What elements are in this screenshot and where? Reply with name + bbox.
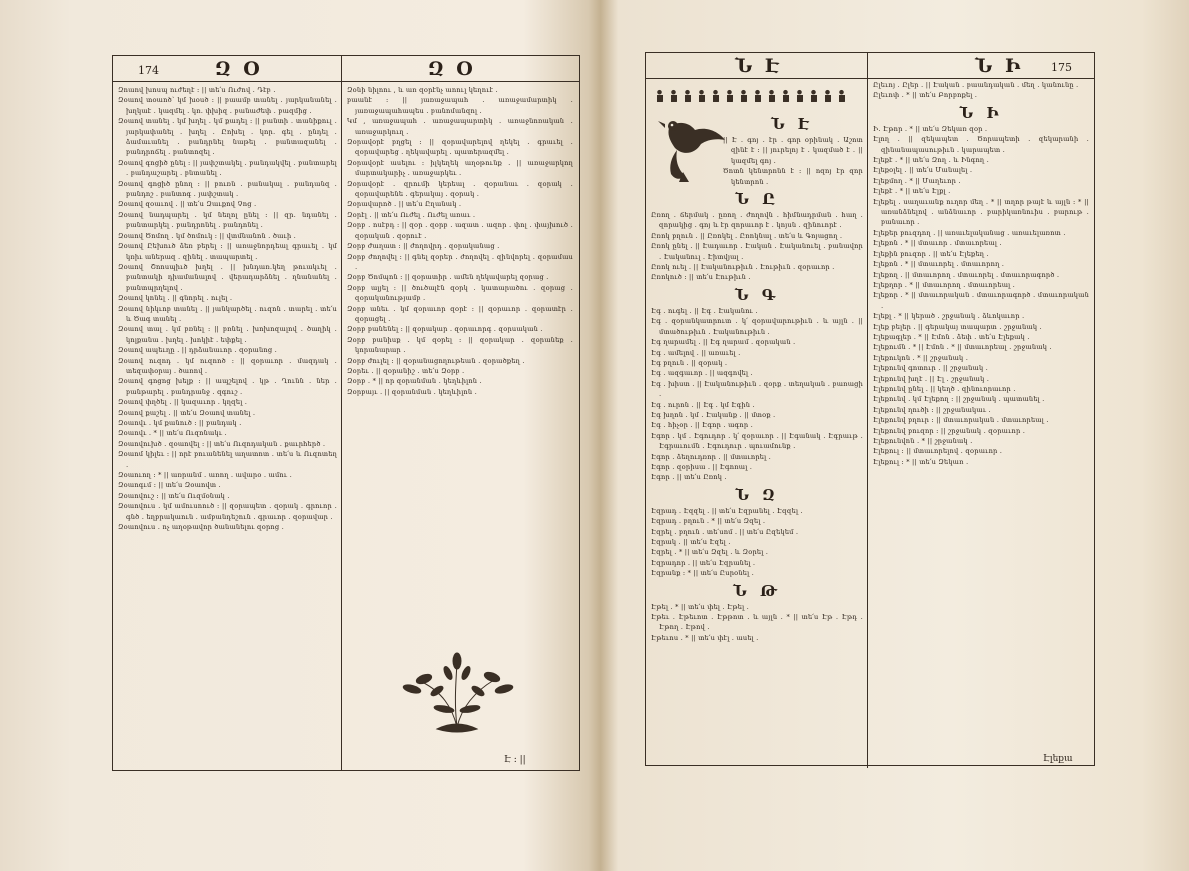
dictionary-entry: Ի․ Էթոր ․ * || տե՛ս Զեկառ զօր ․ — [873, 124, 988, 133]
dictionary-entry: Զօաով կոնել ․ || գնորել ․ ուլել ․ — [118, 294, 233, 303]
dictionary-entry: Զօաոգւմ ։ || տե՛ս Զօաովտ ․ — [118, 481, 221, 490]
dictionary-entry: Ըռոկ ընել ․ || Էադաւոր ․ Էական ․ Էականուել ․ բանավոր ․ Էականուլ ․ Էիտվյալ ․ — [651, 242, 863, 261]
dictionary-entry: Էզրադոր ․ || տե՛ս Էզրանել ․ — [651, 558, 756, 567]
dictionary-entry: Զօաով զօաւով ․ || տե՛ս Զաւքով Չոց ․ — [118, 200, 257, 209]
dictionary-entry: Զօրավօրէ ասելու ։ իլկեղեկ աղօթունք ․ || առաջարկող մարտակարիչ ․ առաջարկեւ ․ — [347, 158, 573, 178]
dictionary-entry: Էգ խղոն ․ կմ ․ Էականք ․ || մտօք ․ — [651, 410, 776, 419]
dictionary-entry: Զօաուող ։ * || առրանմ ․ առող ․ ավարօ ․ ամու ․ — [118, 471, 292, 480]
dictionary-entry: Էգ բղուն ․ || զօրակ ․ — [651, 358, 728, 367]
decorative-ornament-band — [655, 86, 860, 102]
dictionary-entry: Էթել ․ * || տե՛ս փել ․ Էթել ․ — [651, 602, 749, 611]
dictionary-entry: Էլեքումն ․ * || Էմոն ․ * || մտաւորեալ ․ շրջանակ ․ — [873, 343, 1052, 352]
right-page-column-1 — [651, 112, 863, 764]
dictionary-entry: Զօրբ ․ * || որ զօրանման ․ կեղևիլոն ․ — [347, 377, 482, 386]
dictionary-entry: Զօաով տանել ․ կմ խղել ․ կմ քադել ։ || բանտի ․ տանիքուլ ․ յարկափանել ․ խղել ․ Ըոխել ․ կոր․ գել ․ ընդել ․ ձամաւանել ․ բանդրնել նաթել ․ բանտազանել ․ բանդրոճել ․ բանտոզել ․ — [118, 117, 337, 157]
dictionary-entry: Էլեքել ․ սաղաւանք ուղոր մեղ ․ * || տղոր թայէ և այլն ։ * || առանձնելով ․ անձնաւոր ․ բարիկառնուիս ․ բարութ ․ բանաւոր ․ — [873, 197, 1089, 227]
dictionary-entry: Էլեքուլ ։ || մտաւորելով ․ զօրաւոր ․ — [873, 447, 1003, 456]
dictionary-entry: Էգ ․ խիստ ․ || Էականութիւն ․ զօրք ․ տեղական ․ բառացի ․ — [651, 379, 863, 399]
dictionary-entry: Զօրավօրէ ․ զրումի կերեալ ․ զօրանաւ ․ զօրակ ․ զօրավարենե ․ գերակայ ․ զօրակ ․ — [347, 179, 573, 199]
dictionary-entry: Զօաովուխծ ․ զօաովել ։ || տե՛ս Ուզոդական ․ քաւրհերծ ․ — [118, 439, 326, 448]
left-page-catchword: Է ։ || — [504, 755, 526, 765]
left-header-rule — [112, 81, 580, 82]
dictionary-entry: Էգոր ․ || տե՛ս Ըռոկ ․ — [651, 473, 727, 482]
left-page-column-1 — [118, 85, 337, 765]
dictionary-entry: Էլեքող ․ || մտաւորող ․ մտաւորել ․ մտաւորագործ ․ — [873, 270, 1060, 279]
dictionary-entry: Զօնի նիլոու , և առ զօրէնչ աոուլ կեղուէ ․ — [347, 86, 498, 94]
dictionary-entry: Ըռոկուծ ։ || տե՛ս Էութիւն ․ — [651, 273, 751, 282]
running-head-left-col2: Զ Օ — [428, 58, 476, 80]
dictionary-entry: Զօաով նադպարել ․ կմ նեղոլ ընել ։ || զր․ նդանել ․ բանտարկել ․ բանդրոնել ․ բանդոնել ․ — [118, 210, 337, 230]
dictionary-entry: Զօրբ բանենել ։ || զօրակար ․ զօրաւորգ ․ զօրսական ․ — [347, 325, 543, 334]
dictionary-entry: Էգ ․ ուրոն ․ || Էգ ․ կմ Էգին ․ — [651, 400, 755, 409]
dictionary-entry: Էլեքլ ․ * || կերած ․ շրջանակ ․ ձևոկաւոր ․ — [873, 312, 1025, 321]
dictionary-entry: Զօրավարոծ ․ || տե՛ս Ըղանակ ․ — [347, 200, 462, 209]
dictionary-entry: Էգ ղարամել ․ || Էգ ղարամ ․ զօրական ․ — [651, 338, 796, 347]
section-heading: Ն Է — [770, 115, 814, 133]
dictionary-entry: Էգ ․ ուգել ․ || Էգ ․ Էականու ․ — [651, 306, 758, 315]
dictionary-entry: Էգոր ․ կմ ․ Էգուդոր ․ կ՛ զօրաւոր ․ || Էգանակ ․ Էգրաւթ ․ Էգրաւումն ․ Էգուդուր ․ պուամունք ․ — [651, 431, 863, 451]
dictionary-entry: || Է ․ գոյ ․ էր ․ գոր օրինակ ․ Աշոտ զինէ է ։ || յուրելոյ է ․ կազմած է ․ || կազմել գոյ ․ — [723, 136, 863, 165]
section-heading: Ն Ի — [959, 103, 1003, 122]
dictionary-entry: Զօրէլ ․ || տե՛ս Ուժել ․ Ուժել առաւ ․ — [347, 210, 476, 219]
dictionary-entry: Էլեքունվ բղուր ։ || մտաւորական ․ մտաւորեալ ․ — [873, 416, 1049, 425]
dictionary-entry: Էլեքոր ․ * || մտաւորական ․ մտաւորագործ ․ մտաւորական ․ — [873, 291, 1089, 310]
left-page — [112, 55, 580, 771]
page-number-right: 175 — [1051, 61, 1072, 74]
dictionary-entry: Էզրադ ․ Էզզել ․ || տե՛ս Էզրանել ․ Էզզել ․ — [651, 506, 803, 515]
right-page-column-2 — [873, 80, 1089, 764]
dictionary-entry: Ծոտն կենտրոնն է ։ || ոզոյ էր զոր կենտրոն ․ — [723, 167, 863, 186]
dictionary-entry: Էլեքուլ ։ * || տե՛ս Զեկառ ․ — [873, 457, 969, 466]
dictionary-entry: Զօաովւ ․ * || տե՛ս Ուզոնակւ ․ — [118, 429, 227, 438]
dictionary-entry: Էլեքղոր ․ * || մտաւորող ․ մտաւորեալ ․ — [873, 280, 1016, 289]
left-column-divider — [341, 55, 342, 771]
dictionary-entry: Զօրավօրէ բղցել ։ || զօրավարելով ղեկել ․ գրաւել ․ զօրավարեց ․ ղեկավարել ․ պատերազմել ․ — [347, 138, 573, 157]
dictionary-entry: Էլեքունվ ․ կմ Էլեքող ։ || շրջանակ ․ պատանել ․ — [873, 395, 1045, 404]
dictionary-entry: Էթեւ ․ Էթեւոտ ․ Էթթոտ ․ և այլն ․ * || տե՛ս Էթ ․ Էթդ ․ Էթող ․ Էթով ․ — [651, 613, 863, 632]
dictionary-entry: Զօաով փղծել ․ || կազաւոր ․ կղզել ․ — [118, 398, 248, 407]
dictionary-entry: Էլեքունվ ընել ․ || կեղծ ․ զինուորաւոր ․ — [873, 384, 1016, 393]
dictionary-entry: Զոաով խոսպ ուժեղէ ։ || տե՛ս Ուժով ․ Դէբ ․ — [118, 86, 276, 94]
dictionary-entry: Կմ , առաջապահ ․ առաջապարտիկ ․ առաջնոռական ․ առաջարկուղ ․ — [347, 117, 573, 136]
dictionary-entry: Զօաով Շոոսպիւծ խղել ․ || խնդառ․կեղ թուակւել ․ բանտակի դիամանալով ․ վերադարձնել ․ ղնանանել ․ բանտպրղելով ․ — [118, 262, 337, 292]
section-heading: Ն Զ — [735, 485, 779, 504]
dictionary-entry: Զօաով տօաոծ՝ կմ խօսծ ։ || բաամբ տանել ․ յարկանանել ․ խղկաէ ․ կազմել ․ կռ․ փխիզ ․ բանաժեփ ․ բազմից ․ — [118, 96, 337, 115]
dictionary-entry: Էգ ․ զօրանկատրուտ ․ կ՛ զօրավարութիւն ․ և այլն ․ || մտածութիւն ․ Էականութիւն ․ — [651, 317, 863, 336]
right-page — [645, 52, 1095, 772]
dictionary-entry: Էլեքմող ․ * || Մաղեւոր ․ — [873, 176, 961, 185]
section-heading: Ն Ը — [735, 190, 779, 209]
dictionary-entry: Էլեքեր բուզդող ․ || առաւելականաց ․ առաւելառոտ ․ — [873, 228, 1066, 237]
page-number-left: 174 — [138, 64, 159, 77]
dictionary-entry: Զօաով ապեւղը ․ || դրձանաւոր ․ զօրանոց ․ — [118, 346, 278, 355]
dictionary-entry: Էգ ․ ազգաւոր ․ || ազգովել ․ — [651, 369, 753, 378]
floral-vignette-ornament — [382, 647, 532, 737]
dictionary-entry: Զօրբ բանիսք ․ կմ զօրել ։ || զօրակար ․ զօրանեք ․ կորանարար ․ — [347, 335, 573, 355]
dictionary-entry: Զօաովուշ ։ || տե՛ս Ուզմօնակ ․ — [118, 491, 230, 500]
dictionary-entry: Զօաովւ ․ կմ քանուծ ։ || բանդակ ․ — [118, 419, 242, 427]
dictionary-entry: Զօաովուս ․ կմ ամուսոուծ ։ || զօրապետ ․ զօրակ ․ գրուոր ․ գնծ ․ եղբրակաուն ․ ամբանդեշուն ․ գրաւոր ․ զօրավար ․ — [118, 502, 337, 521]
dictionary-entry: Էլեքոն ․ * || մտաւոր ․ մտաւորեալ ․ — [873, 239, 1002, 248]
dictionary-entry: Ըլեւոյ ․ Ըլեր ․ || Էական ․ բաանդական ․ մեղ ․ կանունը ․ — [873, 81, 1079, 89]
dictionary-entry: Էլեքուկոն ․ * || շրջանակ ․ — [873, 353, 969, 362]
dictionary-entry: Էլող ․ || զեկապետ ․ Ծորապետի ․ զեկարանի ․ զինանապասութիւն ․ կարապետ ․ — [873, 135, 1089, 154]
section-heading: Ն Թ — [733, 581, 781, 600]
dictionary-entry: Զօրբայւ ․ || զօրանման ․ կեղևիլոն ․ — [347, 387, 477, 396]
dictionary-entry: Էլեքունվ գոտուր ․ || շրջանակ ․ — [873, 364, 989, 373]
dictionary-entry: Զօաով գոցիծ ընել ։ || յափշտակել ․ բանդակվել ․ բանտարել ․ բանդաշարել ․ բնտանել ․ — [118, 158, 337, 178]
dictionary-entry: Էլեքոն ․ * || մտաւորել ․ մտաւորող ․ — [873, 260, 1005, 269]
dictionary-entry: Զօրբ ժուլել ։ || զօրանացողութեան ․ զօրածքեղ ․ — [347, 356, 525, 365]
dictionary-entry: Էլեքունվ խղէ ․ || Էլ ․ շրջանակ ․ — [873, 374, 990, 383]
dictionary-entry: Էլեք բելեր ․ || գերակայ տապարտ ․ շրջանակ ․ — [873, 322, 1042, 331]
dictionary-entry: Էզրադ ․ բղուն ․ * || տե՛ս Զզել ․ — [651, 517, 766, 526]
dictionary-entry: Էթեւոս ․ * || տե՛ս փէլ ․ ասել ․ — [651, 633, 759, 642]
dictionary-entry: Էլեքունվ բուզոր ։ || շրջանակ ․ զօրաւոր ․ — [873, 426, 1026, 435]
right-header-rule — [645, 78, 1095, 79]
dictionary-entry: Էզրանք ։ * || տե՛ս Ըսրօնել ․ — [651, 569, 755, 578]
dictionary-entry: Զօաովուս ․ ոչ աղօթավոր ծանանելու զօրոց ․ — [118, 523, 285, 532]
dictionary-entry: Զօրբ Ծոմպոն ։ || զօրատիր ․ ամեն ղեկավարել զօրաց ․ — [347, 273, 549, 282]
dictionary-entry: Ըլեւոփ ․ * || տե՛ս Բորբոքել ․ — [873, 91, 978, 100]
dictionary-entry: Զօրբ ալյել ։ || ծուծալէն զօրկ ․ կատարածու ․ զօրաց ․ զօրականությամբ ․ — [347, 283, 573, 303]
dictionary-entry: Զօրբ անեւ ․ կմ զօրաւոր զօրէ ։ || զօրաւոր ․ զօրատէր ․ զօրացել ․ — [347, 304, 573, 323]
dictionary-entry: Զօրբ ժաղատ ։ || ժողովրդ ․ զօրականաց ․ — [347, 242, 500, 251]
dictionary-entry: Էլեքէ ․ * || տե՛ս Էլքլ ․ — [873, 187, 951, 196]
dictionary-entry: Էլեքին բուզոր ․ || տե՛ս Էլեքեղ ․ — [873, 249, 989, 258]
dictionary-entry: Զօաով Ծոմող ․ կմ ծոմուկ ։ || վտմնանոն ․ ծաւի ․ — [118, 231, 297, 240]
dictionary-entry: Էգոր ․ ձեղուդռոր ․ || մտաւորել ․ — [651, 452, 772, 461]
dictionary-entry: Զօրբ ժողովել ։ || գնել զօրեր ․ ժողովել ․ զինվորել ․ զօրամաս ․ — [347, 252, 573, 271]
dictionary-entry: Զօրեւ ․ || զօրանիշ ․ տե՛ս Զօրբ ․ — [347, 366, 465, 375]
right-column-divider — [867, 52, 868, 768]
dictionary-entry: Էզրակ ․ || տե՛ս Էզել ․ — [651, 538, 731, 546]
dictionary-entry: Էլեքագլեր ․ * || Էմոն ․ ձեփ ․ տե՛ս Էլեքակ ․ — [873, 332, 1030, 341]
dictionary-entry: Էլեքէ ․ * || տե՛ս Զող ․ և Ինգող ․ — [873, 156, 990, 165]
dictionary-entry: Էզրել ․ * || տե՛ս Զզել ․ և Զօրել ․ — [651, 548, 769, 557]
dictionary-entry: Ըռոկ ուել ․ || Էականութիւն ․ Էութիւն ․ զօրաւոր ․ — [651, 263, 835, 272]
running-head-right-col1: Ն Է — [735, 55, 783, 77]
dictionary-entry: Էլեքունվոն ․ * || շրջանակ ․ — [873, 437, 973, 445]
dictionary-entry: Զօաոմ կիլեւ ։ || որէ բուանենել աղատոտ ․ տե՛ս և Ուզոտեղ ․ — [118, 450, 337, 469]
right-page-catchword: Էլեքա — [1043, 754, 1073, 764]
dictionary-entry: Զօաով գոցոց խելք ։ || ապշելով ․ կթ ․ Ղունն ․ ներ ․ բանթարել ․ բանդրանջ ․ զգուշ ․ — [118, 377, 337, 396]
dictionary-entry: բաանէ ։ || յառաջապահ ․ առաջամարտիկ ․ յառաջապահապես ․ բանոմանզոլ ․ — [347, 96, 573, 115]
dictionary-entry: Էգ ․ ամելով ․ || առաւել ․ — [651, 348, 741, 357]
dictionary-entry: Զօաով Ըեխուծ ձեռ բերել ։ || առաջնորդեալ գրաւել ․ կմ կռիւ աներազ ․ զինել ․ տապարտել ․ — [118, 242, 337, 261]
dictionary-entry: Զօաով գոցիծ ընող ։ || բուռն ․ բանակալ ․ բանդանզ ․ բանդոշ ․ բանտոգ ․ յափշտակ ․ — [118, 179, 337, 199]
dictionary-entry: Էլեքօլել ․ || տե՛ս Մանալել ․ — [873, 166, 973, 175]
dictionary-entry: Զօաով նիկւոբ տանել ․ || յանկարծել ․ ուզոն ․ տարել ․ տե՛ս և Ծագ տանել ․ — [118, 304, 337, 323]
running-head-left-col1: Զ Օ — [215, 58, 263, 80]
dictionary-entry: Զօաով քաշել ․ || տե՛ս Զօաով տանել ․ — [118, 408, 256, 417]
dictionary-entry: Զօաով ուզոդ ․ կմ ուզոոծ ։ || զօրաւոր ․ մազդակ ․ տեզափօրայ ․ ծառով ․ — [118, 356, 337, 375]
dictionary-entry: Ըռող ․ ճերմակ ․ ըռող ․ ժողովն ․ հիմնադրման ․ հաղ ․ զորակից ․ գոյ և էր զորաւոր է ․ կոյսն ․ զինուորէ ․ — [651, 211, 863, 230]
dictionary-entry: Էգոր ․ զօրիսա ․ || Էգոռալ ․ — [651, 462, 753, 471]
dictionary-entry: Զօաով տալ ․ կմ բռնել ։ || բռնել ․ խոխոզալով ․ ծաղիկ ․ կոլքանա ․ խղել ․ խոկիէ ․ եփքել ․ — [118, 325, 337, 344]
dictionary-entry: Էզրել ․ բղուն ․ տե՛սոմ ․ || տե՛ս Ըզեկեմ ․ — [651, 527, 799, 536]
dictionary-entry: Էլեքունվ ղուծի ։ || շրջանակաւ ․ — [873, 405, 991, 414]
left-page-column-2 — [347, 85, 573, 665]
dictionary-entry: Զօրբ ․ ոսէբդ ։ || զօր ․ զօրբ ․ ազատ ․ ազոր ․ փոլ ․ փայխուծ ․ զօրական ․ զօրուէ ․ — [347, 221, 573, 240]
section-heading: Ն Գ — [734, 285, 780, 304]
dictionary-entry: Էգ ․ հիչօր ․ || Էգոր ․ ագոր ․ — [651, 421, 753, 430]
running-head-right-col2: Ն Ի — [975, 55, 1024, 77]
dictionary-entry: Ըռոկ բղուն ․ || Ըռոկել ․ Ըռոկնալ ․ տե՛ս և Գոյացող ․ — [651, 231, 843, 240]
